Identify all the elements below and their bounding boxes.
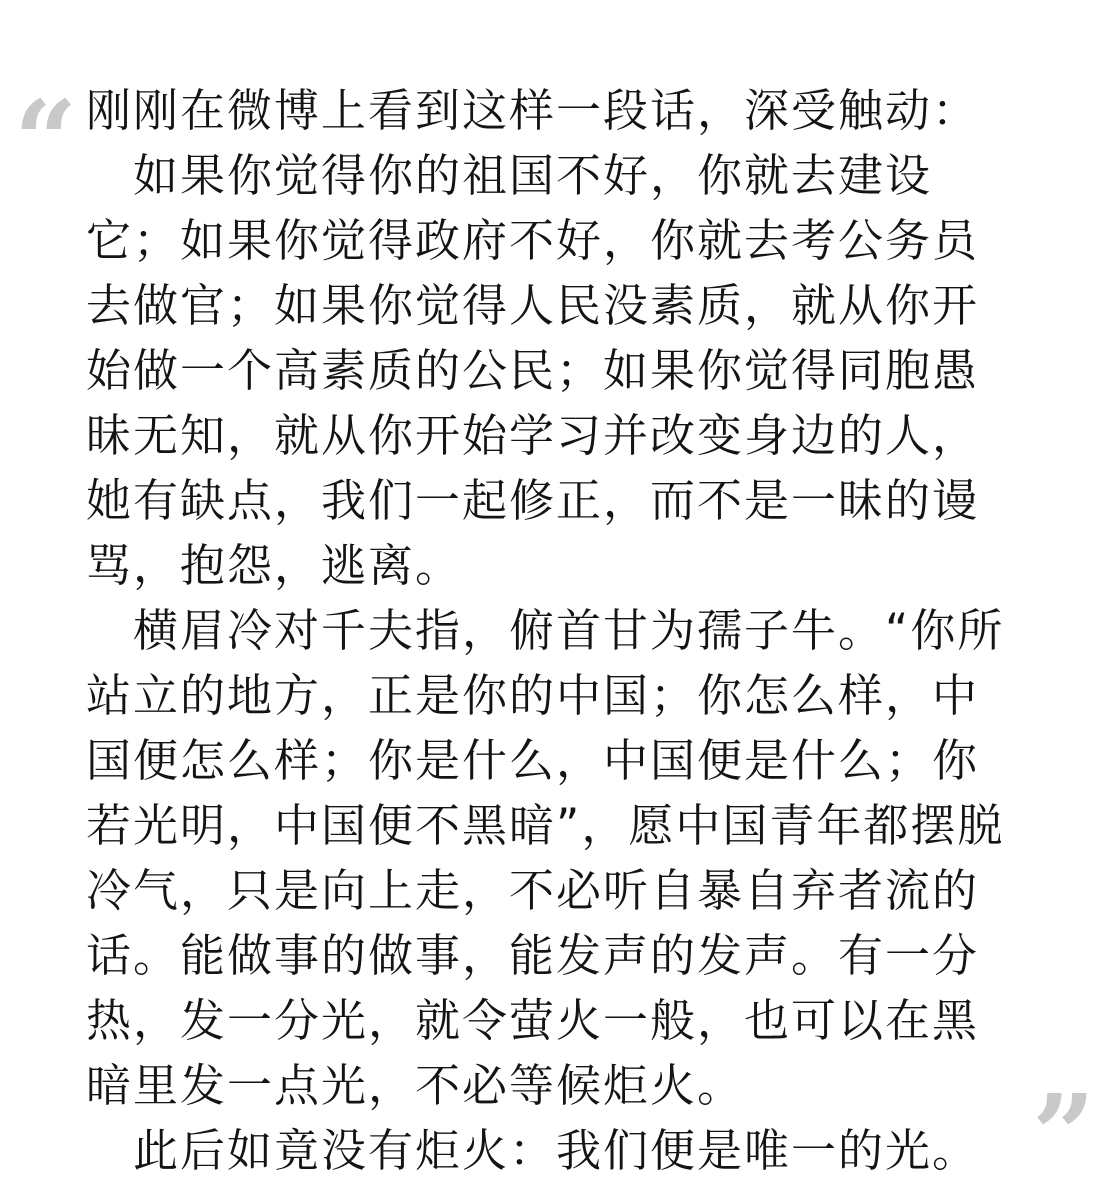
text-line: 她有缺点，我们一起修正，而不是一昧的谩: [86, 474, 980, 527]
open-quote-icon: “: [14, 76, 78, 205]
close-quote-icon: ”: [1032, 1070, 1095, 1199]
text-line: 昧无知，就从你开始学习并改变身边的人，: [86, 409, 980, 462]
text-line: 国便怎么样；你是什么，中国便是什么；你: [86, 734, 980, 787]
text-line: 冷气，只是向上走，不必听自暴自弃者流的: [86, 864, 980, 917]
text-line: 话。能做事的做事，能发声的发声。有一分: [86, 929, 980, 982]
text-line: 去做官；如果你觉得人民没素质，就从你开: [86, 279, 980, 332]
text-line: 始做一个高素质的公民；如果你觉得同胞愚: [86, 344, 980, 397]
text-line: 站立的地方，正是你的中国；你怎么样，中: [86, 669, 980, 722]
text-line: 刚刚在微博上看到这样一段话，深受触动：: [86, 84, 980, 137]
text-line: 若光明，中国便不黑暗”，愿中国青年都摆脱: [86, 799, 1005, 852]
quote-text-block: [86, 78, 1016, 1183]
text-line: 如果你觉得你的祖国不好，你就去建设: [86, 149, 933, 202]
text-line: 横眉冷对千夫指，俯首甘为孺子牛。“你所: [86, 604, 1005, 657]
text-line: 暗里发一点光，不必等候炬火。: [86, 1059, 745, 1112]
text-line: 它；如果你觉得政府不好，你就去考公务员: [86, 214, 980, 267]
text-line: 热，发一分光，就令萤火一般，也可以在黑: [86, 994, 980, 1047]
text-line: 此后如竟没有炬火：我们便是唯一的光。: [86, 1124, 980, 1177]
text-line: 骂，抱怨，逃离。: [86, 539, 463, 592]
